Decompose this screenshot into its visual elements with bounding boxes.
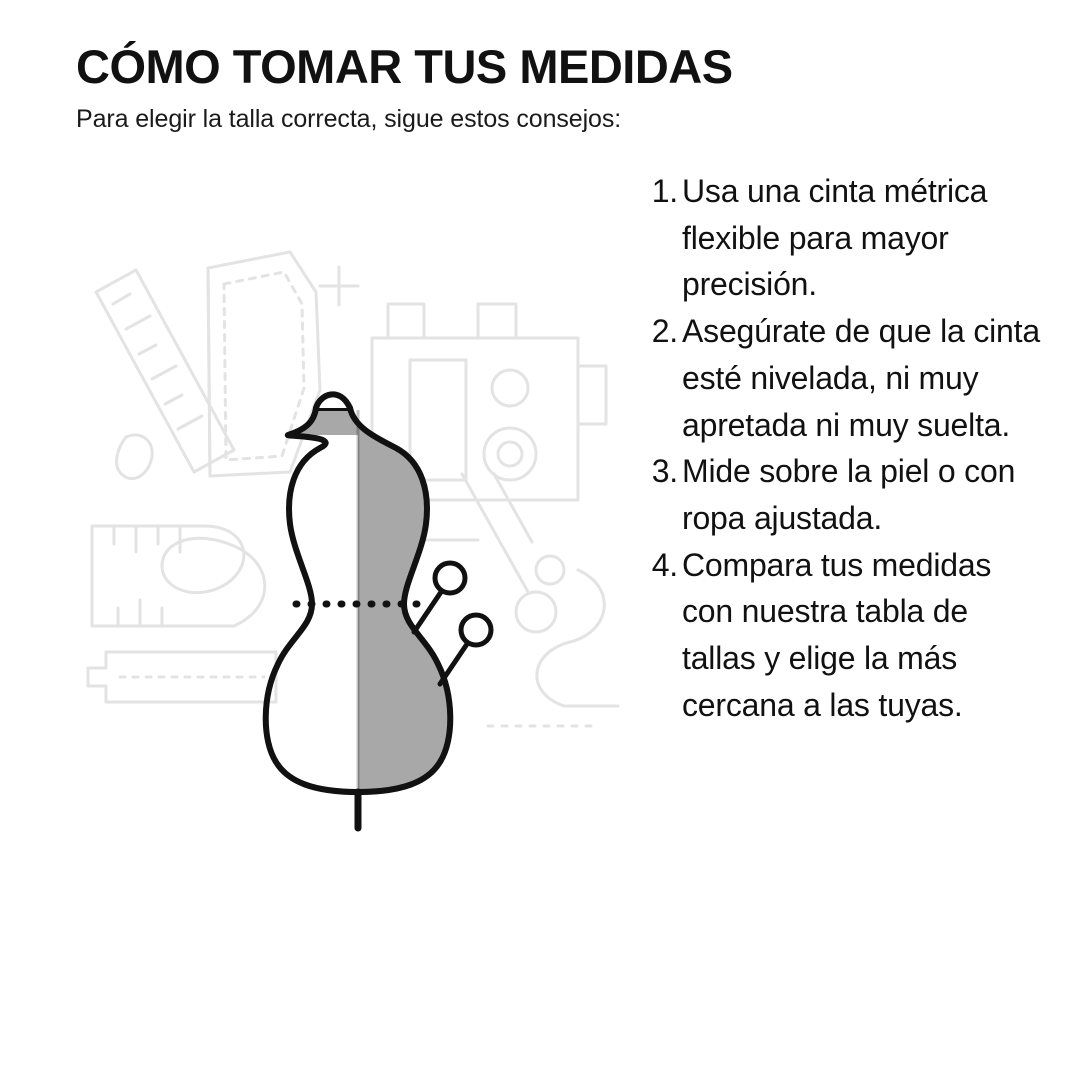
ruler-icon (96, 270, 234, 472)
thread-icon (488, 570, 618, 726)
list-item-text: Usa una cinta métrica flexible para mayor precisión. (682, 173, 988, 303)
dress-form-mannequin-illustration (58, 240, 648, 840)
list-item-number: 1. (651, 173, 678, 209)
seam-ripper-icon (88, 652, 276, 702)
sparkle-icon (320, 267, 358, 305)
list-item-number: 4. (651, 546, 678, 583)
list-item (640, 542, 1040, 729)
list-item-number: 3. (651, 453, 678, 490)
list-item (640, 448, 1040, 541)
list-item (640, 308, 1040, 448)
scissors-icon (462, 474, 564, 632)
list-item-text: Asegúrate de que la cinta esté nivelada, ni muy apretada ni muy suelta. (682, 313, 1040, 443)
list-item-number: 2. (651, 313, 678, 350)
header (76, 42, 1016, 134)
page-subtitle: Para elegir la talla correcta, sigue estos consejos: (76, 104, 622, 133)
list-item (640, 168, 1040, 308)
pin-icon (440, 615, 491, 684)
tips-list (640, 168, 1040, 729)
measuring-tape-icon (92, 526, 265, 626)
list-item-text: Compara tus medidas con nuestra tabla de tallas y elige la más cercana a las tuyas. (682, 546, 992, 723)
pattern-template-icon (117, 435, 153, 479)
page-title: CÓMO TOMAR TUS MEDIDAS (76, 40, 733, 93)
list-item-text: Mide sobre la piel o con ropa ajustada. (682, 453, 1016, 537)
pattern-piece-icon (208, 252, 320, 476)
pin-icon (414, 563, 465, 632)
